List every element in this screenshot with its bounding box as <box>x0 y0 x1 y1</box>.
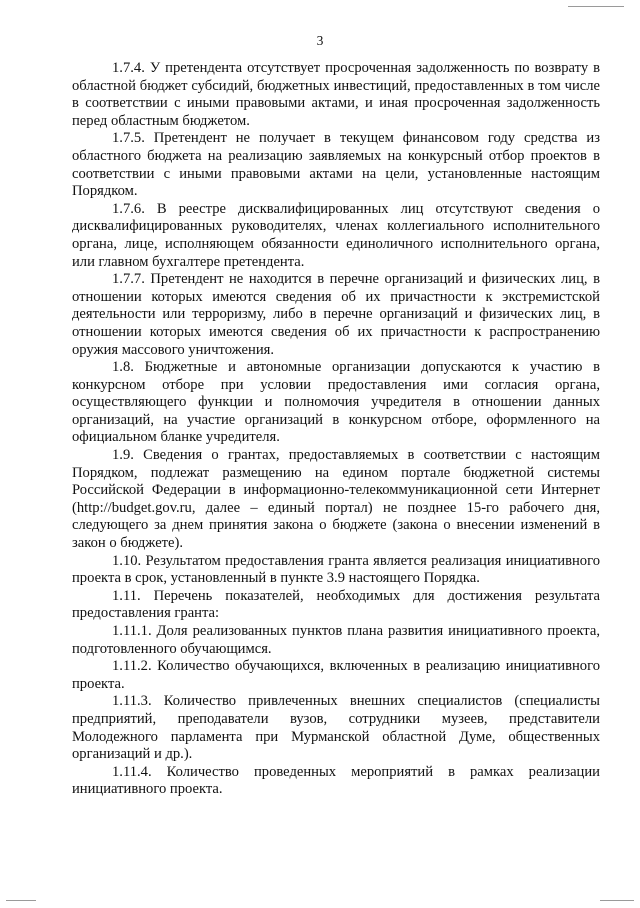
paragraph-1-11: 1.11. Перечень показателей, необходимых для достижения результата предоставления гранта: <box>72 587 600 622</box>
paragraph-1-11-1: 1.11.1. Доля реализованных пунктов плана развития инициативного проекта, подготовленного обучающимся. <box>72 623 600 657</box>
bottom-right-edge-mark <box>600 900 634 901</box>
paragraph-1-7-4: 1.7.4. У претендента отсутствует просроченная задолженность по возврату в областной бюджет субсидий, бюджетных инвестиций, предоставленных в том числе в соответствии с иными правовыми актами, и иная просроченная задолженность перед областным бюджетом. <box>72 60 600 129</box>
paragraph-1-11-2: 1.11.2. Количество обучающихся, включенных в реализацию инициативного проекта. <box>72 658 600 692</box>
paragraph-1-8: 1.8. Бюджетные и автономные организации допускаются к участию в конкурсном отборе при условии предоставления ими согласия органа, осуществляющего функции и полномочия учредителя в отношении данных организаций, на участие организаций в конкурсном отборе, оформленного на официальном бланке учредителя. <box>72 359 600 446</box>
page-number: 3 <box>316 33 324 48</box>
paragraph-1-7-5: 1.7.5. Претендент не получает в текущем финансовом году средства из областного бюджета на реализацию заявляемых на конкурсный отбор проектов в соответствии с иными правовыми актами на цели, установленные настоящим Порядком. <box>72 130 600 200</box>
paragraph-1-9: 1.9. Сведения о грантах, предоставляемых в соответствии с настоящим Порядком, подлежат размещению на едином портале бюджетной системы Российской Федерации в информационно-телекоммуникационной сети Интернет (http://budget.gov.ru, далее – единый портал) не позднее 15-го рабочего дня, следующего за днем принятия закона о бюджете (закона о внесении изменений в закон о бюджете). <box>72 447 600 552</box>
paragraph-1-7-6: 1.7.6. В реестре дисквалифицированных лиц отсутствуют сведения о дисквалифицированных руководителях, членах коллегиального исполнительного органа, лице, исполняющем обязанности единоличного исполнительного органа, или главном бухгалтере претендента. <box>72 200 600 270</box>
bottom-left-edge-mark <box>6 900 36 901</box>
top-edge-mark <box>568 6 624 7</box>
paragraph-1-11-4: 1.11.4. Количество проведенных мероприятий в рамках реализации инициативного проекта. <box>72 763 600 798</box>
paragraph-1-7-7: 1.7.7. Претендент не находится в перечне организаций и физических лиц, в отношении которых имеются сведения об их причастности к экстремистской деятельности или терроризму, либо в перечне организаций и физических лиц, в отношении которых имеются сведения об их причастности к распространению оружия массового уничтожения. <box>72 271 600 358</box>
paragraph-1-10: 1.10. Результатом предоставления гранта является реализация инициативного проекта в срок, установленный в пункте 3.9 настоящего Порядка. <box>72 552 600 587</box>
paragraph-1-11-3: 1.11.3. Количество привлеченных внешних специалистов (специалисты предприятий, преподаватели вузов, сотрудники музеев, представители Молодежного парламента при Мурманской областной Думе, общественных организаций и др.). <box>72 693 600 763</box>
